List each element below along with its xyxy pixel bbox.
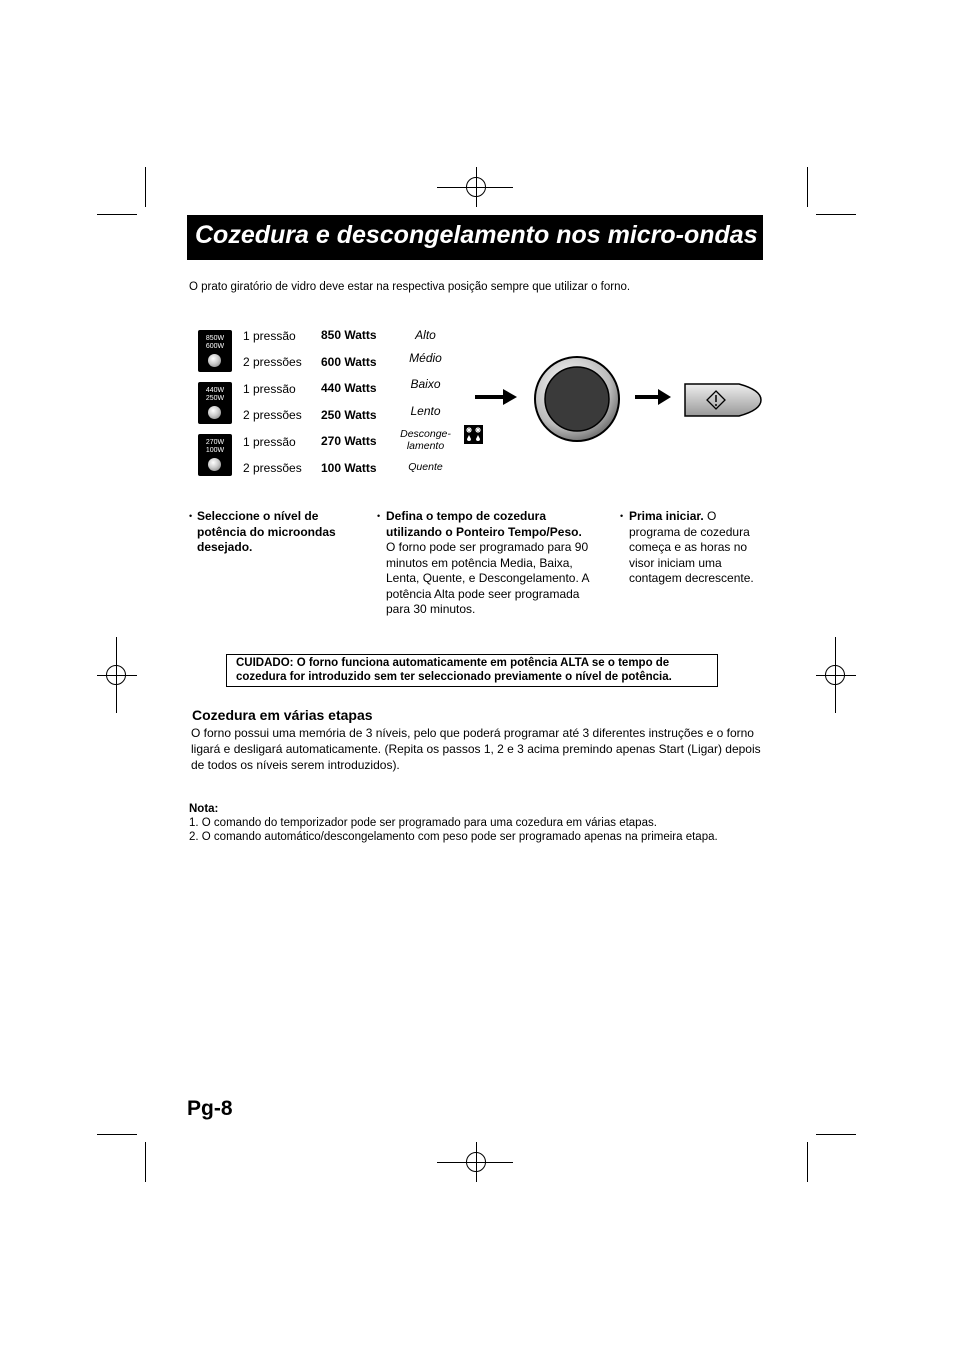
step-bold-text: Seleccione o nível de potência do microondas desejado. (197, 509, 336, 554)
watts-value: 850 Watts (321, 328, 377, 342)
page-title-bar (187, 215, 763, 260)
section-paragraph: O forno possui uma memória de 3 níveis, pelo que poderá programar até 3 diferentes instruções e o forno ligará e desligará automaticamente. (Repita os passos 1, 2 e 3 acima premindo apenas Start (Ligar) depois de todos os níveis serem introduzidos). (191, 726, 761, 772)
power-button-440-250[interactable] (198, 382, 232, 424)
power-button-850-600[interactable] (198, 330, 232, 372)
bullet: • (377, 511, 381, 521)
dial-icon[interactable] (533, 356, 621, 447)
power-level: Alto (415, 328, 436, 342)
arrow-right-icon (635, 388, 671, 411)
step-text (629, 509, 765, 587)
crop-mark (816, 1134, 856, 1135)
knob-icon (208, 406, 221, 419)
crop-mark (97, 1134, 137, 1135)
power-button-label: 270W 100W (205, 439, 225, 454)
step-bold-text: Prima iniciar. (629, 509, 704, 523)
crop-mark (145, 167, 146, 207)
crop-mark (97, 214, 137, 215)
power-level: Baixo (410, 377, 441, 391)
bullet: • (620, 511, 624, 521)
section-heading: Cozedura em várias etapas (192, 707, 373, 723)
page-number: Pg-8 (187, 1097, 233, 1120)
note-item: 2. O comando automático/descongelamento com peso pode ser programado apenas na primeira etapa. (189, 831, 718, 843)
press-count: 2 pressões (243, 355, 302, 369)
watts-value: 250 Watts (321, 408, 377, 422)
watts-value: 270 Watts (321, 434, 377, 448)
caution-text: CUIDADO: O forno funciona automaticamente em potência ALTA se o tempo de cozedura for introduzido sem ter seleccionado previamente o nível de potência. (236, 657, 672, 683)
step-text (197, 509, 357, 556)
press-count: 1 pressão (243, 329, 296, 343)
power-button-label: 850W 600W (205, 335, 225, 350)
watts-value: 440 Watts (321, 381, 377, 395)
power-button-270-100[interactable] (198, 434, 232, 476)
press-count: 2 pressões (243, 408, 302, 422)
caution-box (226, 654, 718, 687)
note-heading: Nota: (189, 803, 219, 815)
intro-text: O prato giratório de vidro deve estar na respectiva posição sempre que utilizar o forno. (189, 281, 631, 293)
page-title: Cozedura e descongelamento nos micro-ondas (195, 221, 758, 249)
power-level: Lento (410, 404, 441, 418)
power-level: Quente (408, 461, 443, 473)
defrost-icon (464, 425, 483, 444)
note-item: 1. O comando do temporizador pode ser programado para uma cozedura em várias etapas. (189, 817, 657, 829)
step-body-text: O forno pode ser programado para 90 minutos em potência Media, Baixa, Lenta, Quente, e Descongelamento. A potência Alta pode seer programada para 30 minutos. (386, 540, 589, 616)
knob-icon (208, 354, 221, 367)
step-bold-text: Defina o tempo de cozedura utilizando o Ponteiro Tempo/Peso. (386, 509, 582, 539)
press-count: 2 pressões (243, 461, 302, 475)
crop-mark (145, 1142, 146, 1182)
knob-icon (208, 458, 221, 471)
power-level: Médio (409, 351, 442, 365)
crop-mark (816, 214, 856, 215)
crop-mark (807, 1142, 808, 1182)
step-body-text: O programa de cozedura começa e as horas no visor iniciam uma contagem decrescente. (629, 509, 754, 585)
power-button-label: 440W 250W (205, 387, 225, 402)
press-count: 1 pressão (243, 382, 296, 396)
start-button[interactable] (683, 382, 763, 423)
power-level: Desconge- lamento (400, 428, 451, 452)
press-count: 1 pressão (243, 435, 296, 449)
bullet: • (189, 511, 193, 521)
watts-value: 100 Watts (321, 461, 377, 475)
step-text (386, 509, 591, 618)
watts-value: 600 Watts (321, 355, 377, 369)
arrow-right-icon (475, 388, 517, 411)
crop-mark (807, 167, 808, 207)
